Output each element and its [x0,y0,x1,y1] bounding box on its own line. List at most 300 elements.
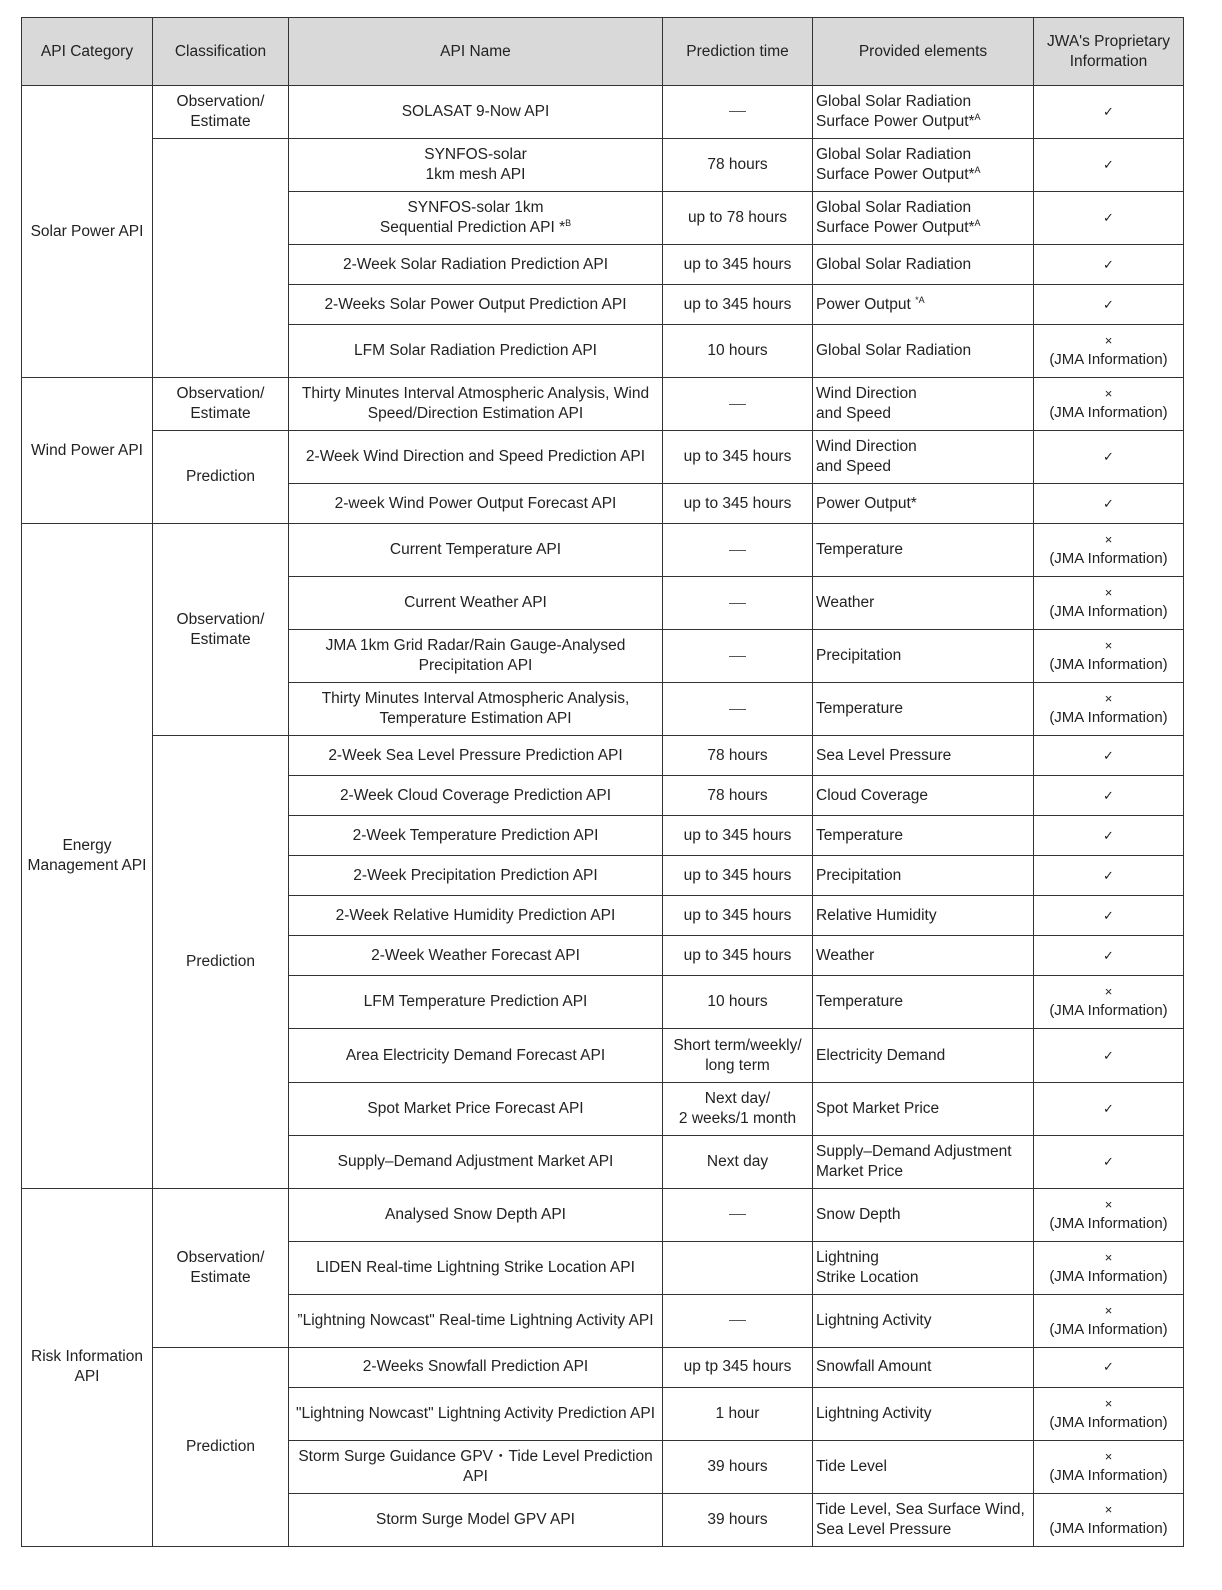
element-text: Cloud Coverage [816,786,929,804]
prediction-time-cell [663,139,813,192]
api-name-line: Temperature Estimation API [379,710,572,728]
api-name-line: Analysed Snow Depth API [385,1205,566,1223]
table-row [22,431,1184,484]
dash-mark [729,709,746,710]
api-name-line: SOLASAT 9-Now API [401,103,550,121]
provided-elements-cell [813,856,1034,896]
jwa-proprietary-cell [1034,285,1184,325]
element-line [816,404,1031,424]
api-name-cell [289,1347,663,1387]
element-text: Precipitation [816,866,902,884]
api-category-label: Energy Management API [27,836,147,874]
element-text: Global Solar Radiation [816,146,972,164]
api-name-cell [289,1135,663,1188]
element-text: Snowfall Amount [816,1358,932,1376]
api-name-cell [289,776,663,816]
cross-icon: × [1104,1302,1113,1318]
api-name-cell [289,285,663,325]
jwa-proprietary-cell [1034,1294,1184,1347]
api-name-line: 2-Weeks Snowfall Prediction API [362,1358,589,1376]
header-provided-elements: Provided elements [813,18,1034,86]
element-text: Wind Direction [816,438,917,456]
jma-information-label: (JMA Information) [1049,550,1168,568]
header-api-category: API Category [22,18,153,86]
prediction-time-line: Next day/ [704,1089,771,1107]
check-icon: ✓ [1103,787,1114,803]
api-name-line: 2-Week Precipitation Prediction API [353,866,598,884]
prediction-time-cell [663,1241,813,1294]
api-name-line: 2-Week Temperature Prediction API [352,826,599,844]
element-text: Snow Depth [816,1205,901,1223]
cross-icon: × [1104,386,1113,402]
element-text: Market Price [816,1162,903,1180]
prediction-time-cell [663,736,813,776]
table-row [22,86,1184,139]
element-line [816,746,1031,766]
provided-elements-cell [813,1135,1034,1188]
provided-elements-cell [813,1029,1034,1082]
prediction-time-cell [663,431,813,484]
api-name-cell [289,378,663,431]
check-icon: ✓ [1103,104,1114,120]
classification-label: Prediction [186,1437,255,1455]
prediction-time-line: 10 hours [707,993,768,1011]
element-footnote: *A [915,294,925,305]
api-name-cell [289,431,663,484]
api-name-line: Thirty Minutes Interval Atmospheric Analysis, [321,690,630,708]
api-table [21,17,1184,1547]
prediction-time-cell [663,378,813,431]
provided-elements-cell [813,630,1034,683]
element-line [816,198,1031,218]
api-name-cell [289,630,663,683]
classification-cell [153,524,289,736]
api-category-cell [22,378,153,524]
provided-elements-cell [813,1387,1034,1440]
jma-information-label: (JMA Information) [1049,1002,1168,1020]
provided-elements-cell [813,1082,1034,1135]
element-line [816,992,1031,1012]
prediction-time-cell [663,1188,813,1241]
jma-information-label: (JMA Information) [1049,1214,1168,1232]
header-row [22,18,1184,86]
api-name-cell [289,524,663,577]
header-api-name: API Name [289,18,663,86]
api-category-label: Solar Power API [30,222,144,240]
provided-elements-cell [813,1188,1034,1241]
cross-icon: × [1104,585,1113,601]
element-text: Sea Level Pressure [816,746,952,764]
prediction-time-line: 10 hours [707,342,768,360]
element-line [816,255,1031,275]
element-line [816,1142,1031,1162]
api-name-line: 1km mesh API [425,166,526,184]
api-name-line: 2-Week Cloud Coverage Prediction API [339,786,612,804]
element-text: Lightning Activity [816,1311,932,1329]
element-text: Spot Market Price [816,1099,940,1117]
classification-cell [153,1347,289,1546]
element-line [816,1268,1031,1288]
jma-information-label: (JMA Information) [1049,1413,1168,1431]
element-line [816,1162,1031,1182]
api-name-cell [289,1294,663,1347]
prediction-time-cell [663,936,813,976]
check-icon: ✓ [1103,296,1114,312]
header-jwa-proprietary: JWA's Proprietary Information [1034,18,1184,86]
element-line [816,906,1031,926]
provided-elements-cell [813,378,1034,431]
jwa-proprietary-cell [1034,976,1184,1029]
api-name-cell [289,976,663,1029]
provided-elements-cell [813,577,1034,630]
prediction-time-cell [663,1440,813,1493]
jma-information-label: (JMA Information) [1049,656,1168,674]
element-line [816,165,1031,185]
provided-elements-cell [813,816,1034,856]
provided-elements-cell [813,325,1034,378]
jwa-proprietary-cell [1034,1241,1184,1294]
classification-cell [153,86,289,139]
element-line [816,1520,1031,1540]
jwa-proprietary-cell [1034,1493,1184,1546]
jwa-proprietary-cell [1034,524,1184,577]
prediction-time-cell [663,1493,813,1546]
cross-icon: × [1104,1196,1113,1212]
classification-cell [153,378,289,431]
provided-elements-cell [813,524,1034,577]
jwa-proprietary-cell [1034,1387,1184,1440]
jwa-proprietary-cell [1034,856,1184,896]
element-line [816,341,1031,361]
cross-icon: × [1104,532,1113,548]
api-name-footnote: B [565,218,572,229]
element-line [816,826,1031,846]
prediction-time-line: 2 weeks/1 month [678,1109,797,1127]
provided-elements-cell [813,896,1034,936]
jma-information-label: (JMA Information) [1049,1466,1168,1484]
prediction-time-cell [663,1135,813,1188]
jwa-proprietary-cell [1034,86,1184,139]
element-footnote: A [974,218,981,229]
provided-elements-cell [813,976,1034,1029]
prediction-time-cell [663,245,813,285]
prediction-time-cell [663,577,813,630]
api-name-cell [289,245,663,285]
element-text: Power Output [816,295,916,313]
dash-mark [729,550,746,551]
api-name-line: Sequential Prediction API *$^B$ [379,218,572,237]
cross-icon: × [1104,1448,1113,1464]
classification-label: Observation/ Estimate [176,93,265,131]
api-name-line: "Lightning Nowcast" Lightning Activity Prediction API [295,1404,656,1422]
api-name-line: Area Electricity Demand Forecast API [345,1046,606,1064]
cross-icon: × [1104,1501,1113,1517]
prediction-time-cell [663,1029,813,1082]
api-name-cell [289,1440,663,1493]
classification-cell [153,431,289,524]
provided-elements-cell [813,139,1034,192]
cross-icon: × [1104,1395,1113,1411]
provided-elements-cell [813,285,1034,325]
dash-mark [729,111,746,112]
api-name-cell [289,86,663,139]
element-footnote: A [974,112,981,123]
check-icon: ✓ [1103,947,1114,963]
prediction-time-line: up to 78 hours [687,209,788,227]
api-name-line: Supply–Demand Adjustment Market API [337,1152,614,1170]
table-row [22,736,1184,776]
prediction-time-cell [663,630,813,683]
jma-information-label: (JMA Information) [1049,351,1168,369]
api-name-cell [289,896,663,936]
api-name-line: 2-Week Wind Direction and Speed Prediction API [305,448,646,466]
element-line [816,646,1031,666]
prediction-time-cell [663,325,813,378]
header-prediction-time: Prediction time [663,18,813,86]
dash-mark [729,1214,746,1215]
api-name-line: 2-Week Sea Level Pressure Prediction API [328,746,623,764]
element-line [816,1046,1031,1066]
api-name-line: ”Lightning Nowcast" Real-time Lightning Activity API [297,1311,654,1329]
prediction-time-cell [663,86,813,139]
jwa-proprietary-cell [1034,378,1184,431]
element-text: and Speed [816,458,891,476]
classification-label: Observation/ Estimate [176,1248,265,1286]
element-text: Surface Power Output* [816,113,975,131]
check-icon: ✓ [1103,157,1114,173]
prediction-time-line: up to 345 hours [683,494,792,512]
element-text: Strike Location [816,1268,919,1286]
element-line [816,218,1031,238]
jwa-proprietary-cell [1034,1135,1184,1188]
api-name-cell [289,856,663,896]
element-line [816,1248,1031,1268]
prediction-time-line: up to 345 hours [683,826,792,844]
check-icon: ✓ [1103,867,1114,883]
element-text: Relative Humidity [816,906,937,924]
jwa-proprietary-cell [1034,736,1184,776]
element-text: Tide Level, Sea Surface Wind, [816,1500,1025,1518]
classification-cell [153,736,289,1188]
check-icon: ✓ [1103,210,1114,226]
jwa-proprietary-cell [1034,325,1184,378]
table-row [22,1347,1184,1387]
provided-elements-cell [813,1493,1034,1546]
api-name-line: LIDEN Real-time Lightning Strike Location API [316,1258,635,1276]
element-text: Global Solar Radiation [816,342,972,360]
check-icon: ✓ [1103,747,1114,763]
classification-cell [153,139,289,378]
element-text: Global Solar Radiation [816,255,972,273]
element-text: Precipitation [816,647,902,665]
provided-elements-cell [813,245,1034,285]
api-name-cell [289,192,663,245]
cross-icon: × [1104,1249,1113,1265]
element-line [816,866,1031,886]
prediction-time-cell [663,524,813,577]
api-name-line: 2-week Wind Power Output Forecast API [334,494,617,512]
api-name-cell [289,1082,663,1135]
jma-information-label: (JMA Information) [1049,603,1168,621]
api-name-line: JMA 1km Grid Radar/Rain Gauge-Analysed [325,637,626,655]
element-line [816,384,1031,404]
api-name-line: 2-Week Relative Humidity Prediction API [335,906,616,924]
element-line [816,1500,1031,1520]
provided-elements-cell [813,776,1034,816]
jwa-proprietary-cell [1034,192,1184,245]
api-name-cell [289,1241,663,1294]
header-classification: Classification [153,18,289,86]
jwa-proprietary-cell [1034,896,1184,936]
table-row [22,139,1184,192]
api-name-line: API [463,1467,488,1485]
api-name-line: Thirty Minutes Interval Atmospheric Analysis, Wind [301,385,650,403]
prediction-time-line: up to 345 hours [683,255,792,273]
element-text: Supply–Demand Adjustment [816,1142,1012,1160]
dash-mark [729,603,746,604]
element-text: and Speed [816,405,891,423]
check-icon: ✓ [1103,1100,1114,1116]
api-name-line: 2-Week Solar Radiation Prediction API [342,255,609,273]
api-name-cell [289,936,663,976]
check-icon: ✓ [1103,827,1114,843]
element-line [816,145,1031,165]
api-name-line: Storm Surge Guidance GPV・Tide Level Prediction [298,1447,653,1465]
prediction-time-cell [663,1294,813,1347]
provided-elements-cell [813,1241,1034,1294]
jwa-proprietary-cell [1034,431,1184,484]
provided-elements-cell [813,192,1034,245]
classification-label: Observation/ Estimate [176,610,265,648]
api-category-label: Wind Power API [31,441,143,459]
element-text: Weather [816,594,875,612]
check-icon: ✓ [1103,1153,1114,1169]
element-text: Electricity Demand [816,1046,946,1064]
prediction-time-line: Short term/weekly/ [673,1036,802,1054]
provided-elements-cell [813,1294,1034,1347]
element-text: Wind Direction [816,385,917,403]
jwa-proprietary-cell [1034,139,1184,192]
api-name-line: Storm Surge Model GPV API [375,1510,575,1528]
prediction-time-cell [663,816,813,856]
prediction-time-cell [663,192,813,245]
dash-mark [729,656,746,657]
provided-elements-cell [813,936,1034,976]
prediction-time-cell [663,683,813,736]
classification-cell [153,1188,289,1347]
prediction-time-line: up to 345 hours [683,448,792,466]
element-text: Weather [816,946,875,964]
prediction-time-line: 1 hour [715,1404,760,1422]
prediction-time-line: up tp 345 hours [683,1358,792,1376]
element-line [816,1357,1031,1377]
element-line [816,437,1031,457]
jwa-proprietary-cell [1034,630,1184,683]
element-text: Global Solar Radiation [816,199,972,217]
dash-mark [729,1320,746,1321]
api-name-cell [289,1029,663,1082]
prediction-time-cell [663,1082,813,1135]
cross-icon: × [1104,984,1113,1000]
jwa-proprietary-cell [1034,816,1184,856]
table-row [22,524,1184,577]
prediction-time-line: up to 345 hours [683,906,792,924]
provided-elements-cell [813,431,1034,484]
element-text: Global Solar Radiation [816,93,972,111]
api-name-cell [289,1188,663,1241]
element-line [816,112,1031,132]
prediction-time-line: 39 hours [707,1457,768,1475]
api-name-line: Precipitation API [418,657,533,675]
jwa-proprietary-cell [1034,577,1184,630]
jma-information-label: (JMA Information) [1049,709,1168,727]
prediction-time-cell [663,776,813,816]
api-name-line: LFM Solar Radiation Prediction API [354,342,597,360]
api-category-cell [22,524,153,1188]
element-line [816,946,1031,966]
prediction-time-line: Next day [706,1152,769,1170]
provided-elements-cell [813,1347,1034,1387]
jma-information-label: (JMA Information) [1049,1320,1168,1338]
element-text: Tide Level [816,1457,887,1475]
api-name-cell [289,1387,663,1440]
element-line [816,494,1031,514]
api-name-line: Speed/Direction Estimation API [367,405,584,423]
prediction-time-cell [663,1347,813,1387]
jwa-proprietary-cell [1034,776,1184,816]
element-line [816,457,1031,477]
element-text: Surface Power Output* [816,219,975,237]
element-line [816,1311,1031,1331]
api-name-line: Spot Market Price Forecast API [367,1099,584,1117]
provided-elements-cell [813,484,1034,524]
jwa-proprietary-cell [1034,1029,1184,1082]
api-name-line: Current Weather API [404,594,547,612]
classification-label: Prediction [186,952,255,970]
classification-label: Prediction [186,468,255,486]
element-line [816,1205,1031,1225]
element-footnote: A [974,165,981,176]
api-name-cell [289,325,663,378]
check-icon: ✓ [1103,449,1114,465]
api-name-cell [289,484,663,524]
api-category-label: Risk Information API [31,1348,143,1386]
prediction-time-cell [663,484,813,524]
jma-information-label: (JMA Information) [1049,404,1168,422]
provided-elements-cell [813,1440,1034,1493]
api-name-line: LFM Temperature Prediction API [363,993,588,1011]
element-line [816,1099,1031,1119]
prediction-time-cell [663,856,813,896]
element-line [816,786,1031,806]
element-text: Surface Power Output* [816,166,975,184]
prediction-time-cell [663,896,813,936]
jwa-proprietary-cell [1034,1440,1184,1493]
classification-label: Observation/ Estimate [176,385,265,423]
element-line [816,699,1031,719]
jwa-proprietary-cell [1034,1188,1184,1241]
element-text: Lightning [816,1248,879,1266]
element-text: Temperature [816,700,904,718]
api-name-cell [289,683,663,736]
element-line [816,295,1031,315]
prediction-time-line: 39 hours [707,1510,768,1528]
check-icon: ✓ [1103,907,1114,923]
element-text: Temperature [816,541,904,559]
cross-icon: × [1104,691,1113,707]
prediction-time-line: 78 hours [707,746,768,764]
jwa-proprietary-cell [1034,1082,1184,1135]
